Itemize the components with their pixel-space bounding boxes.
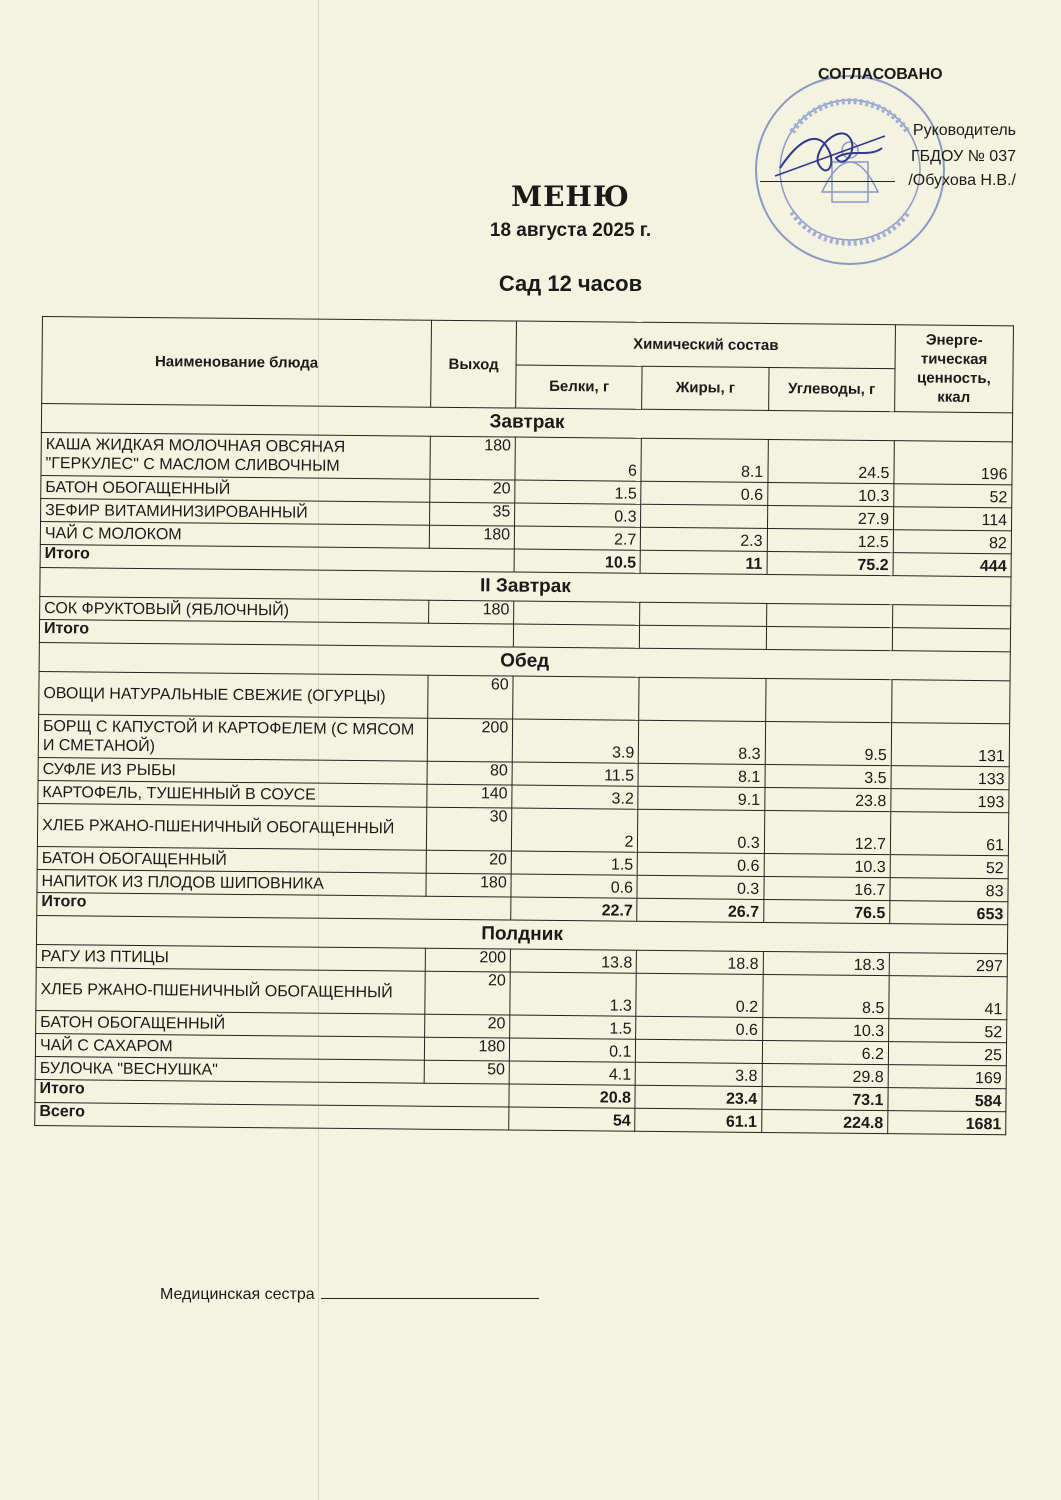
dish-yield: 200	[427, 718, 513, 762]
dish-energy: 25	[888, 1042, 1006, 1066]
dish-protein: 2.7	[514, 526, 640, 550]
nurse-signature-block	[160, 1284, 539, 1304]
approval-role: Руководитель	[912, 122, 1016, 139]
dish-name: СУФЛЕ ИЗ РЫБЫ	[38, 757, 427, 784]
approval-org: ГБДОУ № 037	[910, 148, 1016, 165]
dish-name: БАТОН ОБОГАЩЕННЫЙ	[36, 1010, 425, 1037]
page-title: МЕНЮ	[511, 180, 630, 213]
total-carb: 76.5	[763, 899, 889, 923]
col-fat-header: Жиры, г	[642, 366, 769, 411]
dish-energy: 133	[891, 766, 1009, 790]
dish-energy	[893, 605, 1011, 629]
dish-energy: 114	[893, 507, 1011, 531]
dish-energy: 41	[889, 976, 1007, 1020]
dish-protein: 0.6	[511, 874, 637, 898]
grand-total-fat: 61.1	[635, 1108, 761, 1132]
total-fat	[640, 625, 766, 649]
total-energy: 584	[888, 1088, 1006, 1112]
dish-fat: 0.6	[641, 481, 767, 505]
section-title: Обед	[39, 642, 1010, 680]
total-label: Итого	[37, 892, 511, 920]
dish-carb: 29.8	[762, 1063, 888, 1087]
dish-fat	[636, 1039, 762, 1063]
dish-yield: 180	[424, 1037, 509, 1061]
dish-fat: 0.2	[636, 973, 763, 1017]
nurse-label: Медицинская сестра	[160, 1286, 315, 1303]
total-energy: 653	[890, 901, 1008, 925]
dish-energy: 52	[894, 484, 1012, 508]
dish-carb: 10.3	[762, 1017, 888, 1041]
dish-name: ЧАЙ С САХАРОМ	[35, 1033, 424, 1060]
dish-yield: 180	[430, 436, 516, 480]
dish-fat: 8.3	[639, 720, 766, 764]
dish-carb: 27.9	[767, 505, 893, 529]
dish-fat: 0.6	[638, 852, 764, 876]
dish-protein: 6	[515, 437, 642, 481]
grand-total-protein: 54	[509, 1107, 635, 1131]
dish-fat	[640, 602, 766, 626]
dish-yield: 180	[429, 600, 514, 624]
section-title: II Завтрак	[40, 567, 1011, 605]
dish-name: ХЛЕБ РЖАНО-ПШЕНИЧНЫЙ ОБОГАЩЕННЫЙ	[37, 803, 426, 850]
dish-yield: 80	[427, 761, 512, 785]
dish-name: БАТОН ОБОГАЩЕННЫЙ	[41, 475, 430, 502]
dish-carb: 24.5	[768, 439, 895, 483]
dish-energy: 196	[894, 441, 1012, 485]
dish-protein: 0.3	[515, 503, 641, 527]
dish-protein: 1.5	[511, 851, 637, 875]
dish-name: БАТОН ОБОГАЩЕННЫЙ	[37, 846, 426, 873]
dish-protein	[514, 601, 640, 625]
menu-date: 18 августа 2025 г.	[489, 220, 652, 241]
total-fat: 11	[641, 550, 767, 574]
total-fat: 26.7	[637, 898, 763, 922]
total-energy: 444	[893, 553, 1011, 577]
dish-energy: 131	[891, 723, 1009, 767]
dish-protein: 3.2	[512, 785, 638, 809]
total-carb: 75.2	[767, 551, 893, 575]
col-energy-header: Энерге-тическая ценность, ккал	[895, 325, 1014, 413]
dish-name: ХЛЕБ РЖАНО-ПШЕНИЧНЫЙ ОБОГАЩЕННЫЙ	[36, 967, 425, 1014]
dish-name: КАША ЖИДКАЯ МОЛОЧНАЯ ОВСЯНАЯ "ГЕРКУЛЕС" С МАСЛОМ СЛИВОЧНЫМ	[41, 432, 430, 479]
approval-header: СОГЛАСОВАНО	[818, 66, 943, 83]
total-label: Итого	[35, 1079, 509, 1107]
dish-yield: 20	[426, 850, 511, 874]
total-protein: 22.7	[511, 897, 637, 921]
dish-carb: 10.3	[764, 853, 890, 877]
dish-yield: 20	[425, 971, 511, 1015]
dish-fat: 8.1	[641, 438, 768, 482]
col-protein-header: Белки, г	[516, 365, 643, 410]
dish-yield: 200	[425, 948, 510, 972]
dish-protein: 1.3	[510, 972, 637, 1016]
dish-yield: 35	[430, 502, 515, 526]
dish-fat: 18.8	[637, 950, 763, 974]
dish-name: КАРТОФЕЛЬ, ТУШЕННЫЙ В СОУСЕ	[38, 780, 427, 807]
dish-energy: 52	[889, 1019, 1007, 1043]
dish-carb: 9.5	[765, 721, 892, 765]
dish-yield: 50	[424, 1060, 509, 1084]
nurse-signature-line	[321, 1284, 539, 1299]
col-carb-header: Углеводы, г	[768, 367, 895, 412]
dish-name: СОК ФРУКТОВЫЙ (ЯБЛОЧНЫЙ)	[40, 596, 429, 623]
dish-yield: 20	[430, 479, 515, 503]
dish-name: ЗЕФИР ВИТАМИНИЗИРОВАННЫЙ	[41, 498, 430, 525]
dish-yield: 180	[429, 525, 514, 549]
dish-energy: 169	[888, 1065, 1006, 1089]
col-yield-header: Выход	[431, 320, 517, 408]
dish-carb: 8.5	[763, 974, 890, 1018]
dish-carb	[765, 678, 892, 722]
dish-fat: 9.1	[638, 786, 764, 810]
dish-name: БУЛОЧКА "ВЕСНУШКА"	[35, 1056, 424, 1083]
section-title: Полдник	[36, 915, 1007, 953]
dish-protein: 3.9	[512, 719, 639, 763]
section-title: Завтрак	[41, 404, 1012, 442]
dish-yield: 180	[426, 873, 511, 897]
total-protein: 20.8	[509, 1084, 635, 1108]
dish-carb: 6.2	[762, 1040, 888, 1064]
dish-energy: 83	[890, 878, 1008, 902]
grand-total-carb: 224.8	[761, 1109, 887, 1133]
dish-name: НАПИТОК ИЗ ПЛОДОВ ШИПОВНИКА	[37, 869, 426, 896]
dish-carb: 16.7	[764, 876, 890, 900]
dish-protein	[513, 676, 640, 720]
dish-fat: 8.1	[638, 763, 764, 787]
menu-group: Сад 12 часов	[498, 271, 643, 296]
total-protein	[514, 624, 640, 648]
dish-yield: 30	[426, 807, 512, 851]
dish-yield: 140	[427, 784, 512, 808]
dish-name: РАГУ ИЗ ПТИЦЫ	[36, 944, 425, 971]
menu-table	[34, 316, 1014, 1135]
total-label: Итого	[39, 619, 513, 647]
dish-protein: 11.5	[512, 762, 638, 786]
dish-carb: 12.7	[764, 810, 891, 854]
dish-fat: 3.8	[636, 1062, 762, 1086]
dish-yield: 60	[428, 675, 514, 719]
col-chem-header: Химический состав	[516, 321, 895, 368]
dish-protein: 13.8	[510, 949, 636, 973]
dish-fat: 0.3	[638, 809, 765, 853]
dish-carb: 23.8	[764, 787, 890, 811]
menu-table-body	[35, 404, 1013, 1135]
total-carb	[766, 626, 892, 650]
dish-name: ЧАЙ С МОЛОКОМ	[40, 521, 429, 548]
dish-name: ОВОЩИ НАТУРАЛЬНЫЕ СВЕЖИЕ (ОГУРЦЫ)	[39, 671, 428, 718]
grand-total-label: Всего	[35, 1102, 509, 1130]
dish-protein: 0.1	[510, 1038, 636, 1062]
grand-total-energy: 1681	[888, 1111, 1006, 1135]
total-energy	[892, 628, 1010, 652]
dish-energy: 297	[889, 953, 1007, 977]
dish-protein: 2	[512, 808, 639, 852]
total-carb: 73.1	[762, 1086, 888, 1110]
dish-energy: 193	[891, 789, 1009, 813]
dish-carb: 18.3	[763, 951, 889, 975]
total-label: Итого	[40, 544, 514, 572]
dish-protein: 1.5	[515, 480, 641, 504]
dish-energy: 61	[890, 812, 1008, 856]
dish-protein: 4.1	[509, 1061, 635, 1085]
signature-icon	[770, 118, 890, 188]
dish-energy	[892, 680, 1010, 724]
dish-carb	[766, 603, 892, 627]
dish-energy: 52	[890, 855, 1008, 879]
dish-fat: 2.3	[641, 527, 767, 551]
dish-fat: 0.6	[636, 1016, 762, 1040]
dish-name: БОРЩ С КАПУСТОЙ И КАРТОФЕЛЕМ (С МЯСОМ И СМЕТАНОЙ)	[38, 714, 427, 761]
total-protein: 10.5	[514, 549, 640, 573]
dish-yield: 20	[425, 1014, 510, 1038]
dish-energy: 82	[893, 530, 1011, 554]
col-name-header: Наименование блюда	[42, 317, 432, 408]
dish-carb: 12.5	[767, 528, 893, 552]
dish-carb: 3.5	[765, 764, 891, 788]
dish-protein: 1.5	[510, 1015, 636, 1039]
dish-fat: 0.3	[637, 875, 763, 899]
approval-name: /Обухова Н.В./	[908, 172, 1016, 189]
dish-fat	[639, 677, 766, 721]
dish-fat	[641, 504, 767, 528]
dish-carb: 10.3	[767, 482, 893, 506]
total-fat: 23.4	[635, 1085, 761, 1109]
